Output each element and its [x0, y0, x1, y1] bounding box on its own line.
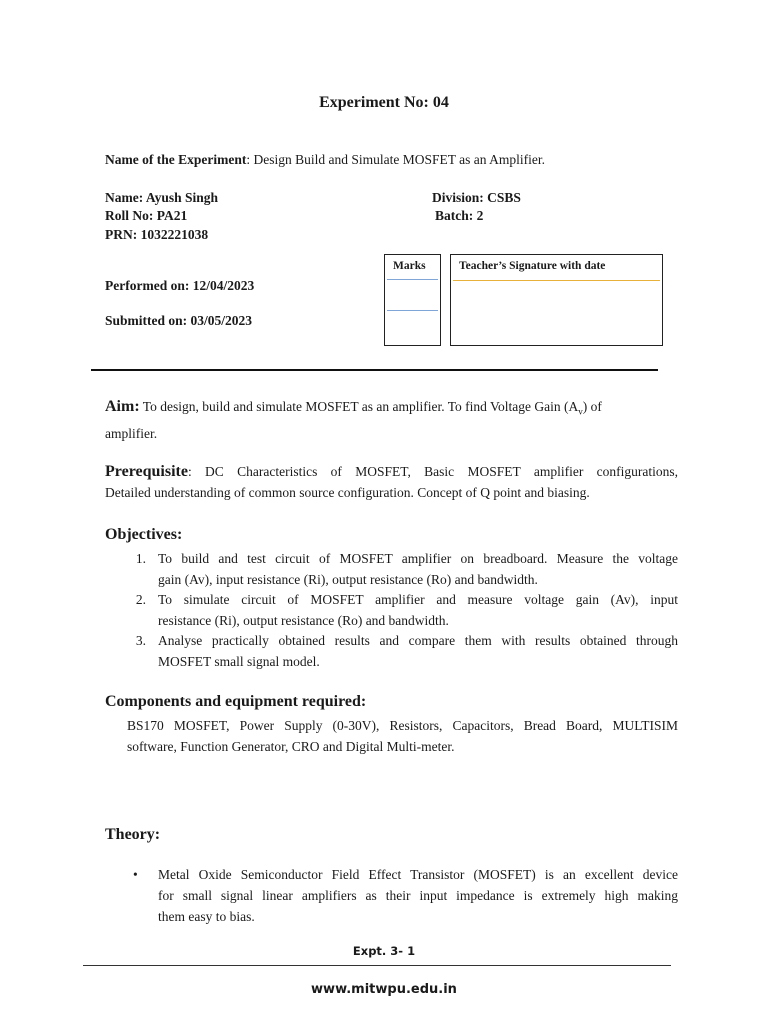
signature-box [450, 254, 663, 346]
objective-text [158, 589, 678, 631]
aim-subscript: v [578, 406, 583, 417]
objective-number: 1. [135, 551, 146, 566]
theory-line: Metal Oxide Semiconductor Field Effect Transistor (MOSFET) is an excellent device [158, 867, 678, 882]
marks-box [384, 254, 441, 346]
components-line: BS170 MOSFET, Power Supply (0-30V), Resistors, Capacitors, Bread Board, MULTISIM [127, 718, 678, 733]
experiment-name-label: Name of the Experiment [105, 152, 247, 167]
objectives-heading: Objectives: [105, 526, 183, 543]
batch: Batch: 2 [435, 208, 484, 223]
aim-text-line2: amplifier. [105, 425, 158, 441]
objectives-list [130, 548, 678, 671]
components-line: software, Function Generator, CRO and Digital Multi-meter. [127, 739, 455, 754]
signature-label: Teacher’s Signature with date [459, 260, 606, 272]
objective-line: MOSFET small signal model. [158, 654, 320, 669]
prerequisite-text-line2: Detailed understanding of common source configuration. Concept of Q point and biasing. [105, 485, 590, 500]
theory-bullet: • [133, 867, 138, 882]
objective-line: gain (Av), input resistance (Ri), output resistance (Ro) and bandwidth. [158, 572, 538, 587]
prn-number: PRN: 1032221038 [105, 227, 209, 242]
objective-text [158, 548, 678, 590]
theory-line: them easy to bias. [158, 909, 255, 924]
objective-line: To simulate circuit of MOSFET amplifier and measure voltage gain (Av), input [158, 592, 678, 607]
marks-label: Marks [393, 260, 426, 272]
objective-number: 2. [135, 592, 146, 607]
page-number: Expt. 3- 1 [352, 944, 416, 958]
experiment-title: Experiment No: 04 [319, 94, 449, 111]
list-item [130, 630, 678, 671]
prerequisite-section [105, 461, 678, 503]
objective-line: resistance (Ri), output resistance (Ro) and bandwidth. [158, 613, 449, 628]
aim-section [105, 396, 678, 444]
aim-heading: Aim: [105, 398, 140, 415]
prerequisite-line1 [105, 461, 678, 482]
list-item [130, 548, 678, 589]
roll-number: Roll No: PA21 [105, 208, 188, 223]
experiment-name-value: : Design Build and Simulate MOSFET as an Amplifier. [246, 152, 545, 167]
signature-divider [453, 280, 660, 281]
header-rule [91, 369, 658, 371]
marks-divider [387, 279, 438, 280]
aim-text-end: ) of [582, 399, 602, 414]
division: Division: CSBS [432, 190, 521, 205]
components-heading: Components and equipment required: [105, 693, 367, 710]
submitted-date: Submitted on: 03/05/2023 [105, 313, 253, 328]
list-item [130, 589, 678, 630]
aim-text: To design, build and simulate MOSFET as an amplifier. To find Voltage Gain (A [142, 399, 579, 414]
experiment-name-line [105, 152, 545, 168]
objective-line: To build and test circuit of MOSFET amplifier on breadboard. Measure the voltage [158, 551, 678, 566]
theory-line: for small signal linear amplifiers as their input impedance is extremely high making [158, 888, 678, 903]
theory-text [158, 864, 678, 927]
objective-line: Analyse practically obtained results and compare them with results obtained through [158, 633, 678, 648]
prerequisite-heading: Prerequisite [105, 463, 188, 480]
prerequisite-text-line1: : DC Characteristics of MOSFET, Basic MOSFET amplifier configurations, [187, 464, 678, 479]
footer-url[interactable]: www.mitwpu.edu.in [311, 982, 457, 997]
objective-text [158, 630, 678, 672]
theory-heading: Theory: [105, 826, 161, 843]
marks-divider [387, 310, 438, 311]
student-name: Name: Ayush Singh [105, 190, 219, 205]
performed-date: Performed on: 12/04/2023 [105, 278, 255, 293]
footer-rule [83, 965, 671, 966]
components-text [127, 715, 678, 757]
objective-number: 3. [135, 633, 146, 648]
